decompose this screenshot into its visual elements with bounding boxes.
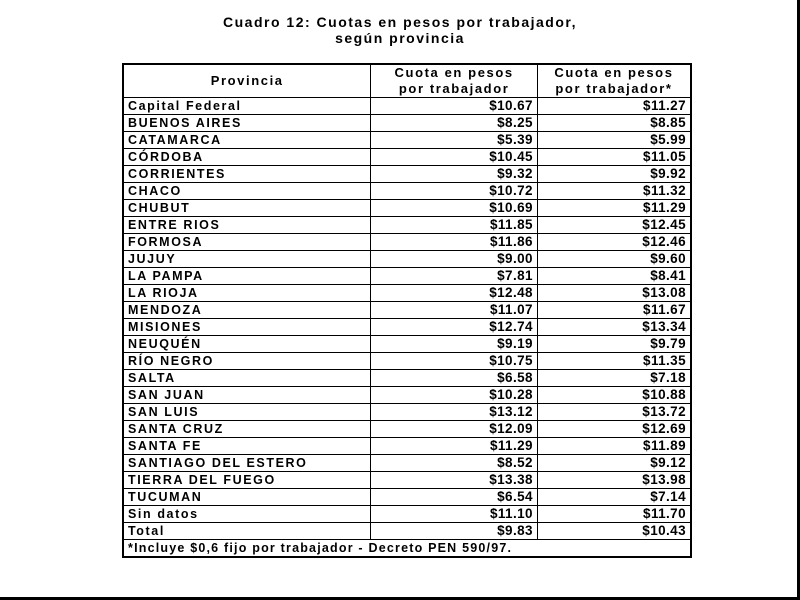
cell-cuota-fijo: $11.27 (537, 98, 691, 115)
table-row (123, 336, 691, 353)
cell-cuota-fijo: $11.32 (537, 183, 691, 200)
table-row (123, 183, 691, 200)
quota-table (122, 63, 692, 558)
cell-cuota-fijo: $12.45 (537, 217, 691, 234)
table-title-line-2: según provincia (335, 30, 465, 46)
cell-cuota-fijo: $7.14 (537, 489, 691, 506)
cell-cuota: $12.74 (371, 319, 538, 336)
cell-cuota: $12.48 (371, 285, 538, 302)
cell-cuota-fijo: $5.99 (537, 132, 691, 149)
cell-provincia: Capital Federal (123, 98, 371, 115)
cell-cuota: $10.72 (371, 183, 538, 200)
cell-cuota: $10.69 (371, 200, 538, 217)
cell-provincia: CÓRDOBA (123, 149, 371, 166)
cell-cuota: $12.09 (371, 421, 538, 438)
header-provincia: Provincia (123, 64, 371, 98)
cell-cuota-fijo: $10.88 (537, 387, 691, 404)
cell-cuota: $10.28 (371, 387, 538, 404)
cell-cuota: $8.52 (371, 455, 538, 472)
table-row (123, 523, 691, 540)
table-row (123, 234, 691, 251)
cell-cuota-fijo: $13.98 (537, 472, 691, 489)
cell-provincia: TIERRA DEL FUEGO (123, 472, 371, 489)
cell-cuota: $10.75 (371, 353, 538, 370)
cell-provincia: Total (123, 523, 371, 540)
cell-provincia: SANTA CRUZ (123, 421, 371, 438)
cell-cuota: $13.12 (371, 404, 538, 421)
table-row (123, 370, 691, 387)
cell-cuota: $11.86 (371, 234, 538, 251)
cell-cuota: $6.58 (371, 370, 538, 387)
table-row (123, 319, 691, 336)
cell-cuota-fijo: $11.05 (537, 149, 691, 166)
cell-cuota: $13.38 (371, 472, 538, 489)
cell-cuota: $9.19 (371, 336, 538, 353)
cell-cuota: $6.54 (371, 489, 538, 506)
table-row (123, 302, 691, 319)
cell-provincia: SAN JUAN (123, 387, 371, 404)
cell-cuota-fijo: $13.34 (537, 319, 691, 336)
cell-cuota-fijo: $9.60 (537, 251, 691, 268)
cell-provincia: CORRIENTES (123, 166, 371, 183)
cell-provincia: FORMOSA (123, 234, 371, 251)
cell-cuota-fijo: $7.18 (537, 370, 691, 387)
cell-provincia: BUENOS AIRES (123, 115, 371, 132)
cell-cuota-fijo: $9.12 (537, 455, 691, 472)
footnote-row (123, 540, 691, 558)
cell-provincia: JUJUY (123, 251, 371, 268)
cell-cuota-fijo: $11.35 (537, 353, 691, 370)
table-row (123, 472, 691, 489)
header-cuota-line-2: por trabajador (398, 81, 510, 96)
table-row (123, 489, 691, 506)
header-row (123, 64, 691, 98)
table-row (123, 251, 691, 268)
table-row (123, 353, 691, 370)
cell-provincia: TUCUMAN (123, 489, 371, 506)
cell-cuota: $11.29 (371, 438, 538, 455)
cell-cuota: $11.10 (371, 506, 538, 523)
cell-provincia: ENTRE RIOS (123, 217, 371, 234)
cell-provincia: SANTIAGO DEL ESTERO (123, 455, 371, 472)
cell-cuota-fijo: $11.67 (537, 302, 691, 319)
cell-cuota: $9.00 (371, 251, 538, 268)
table-row (123, 506, 691, 523)
table-row (123, 166, 691, 183)
table-row (123, 98, 691, 115)
cell-cuota-fijo: $8.85 (537, 115, 691, 132)
cell-provincia: SAN LUIS (123, 404, 371, 421)
cell-cuota: $11.07 (371, 302, 538, 319)
cell-cuota-fijo: $12.46 (537, 234, 691, 251)
cell-cuota-fijo: $9.79 (537, 336, 691, 353)
cell-cuota: $9.83 (371, 523, 538, 540)
cell-provincia: Sin datos (123, 506, 371, 523)
header-cuota-fijo-line-1: Cuota en pesos (554, 65, 674, 80)
table-row (123, 455, 691, 472)
header-cuota-fijo-line-2: por trabajador* (555, 81, 673, 96)
cell-cuota-fijo: $13.72 (537, 404, 691, 421)
table-row (123, 268, 691, 285)
cell-provincia: MISIONES (123, 319, 371, 336)
cell-cuota: $10.45 (371, 149, 538, 166)
cell-cuota-fijo: $10.43 (537, 523, 691, 540)
table-row (123, 387, 691, 404)
cell-cuota: $8.25 (371, 115, 538, 132)
cell-provincia: LA PAMPA (123, 268, 371, 285)
cell-cuota: $7.81 (371, 268, 538, 285)
table-row (123, 132, 691, 149)
table-row (123, 404, 691, 421)
header-cuota-fijo (537, 64, 691, 98)
cell-cuota-fijo: $11.70 (537, 506, 691, 523)
cell-cuota-fijo: $13.08 (537, 285, 691, 302)
cell-provincia: LA RIOJA (123, 285, 371, 302)
cell-cuota-fijo: $11.89 (537, 438, 691, 455)
cell-provincia: RÍO NEGRO (123, 353, 371, 370)
footnote: *Incluye $0,6 fijo por trabajador - Decreto PEN 590/97. (123, 540, 691, 558)
table-title-line-1: Cuadro 12: Cuotas en pesos por trabajador, (223, 14, 577, 30)
cell-provincia: NEUQUÉN (123, 336, 371, 353)
table-row (123, 149, 691, 166)
cell-provincia: CATAMARCA (123, 132, 371, 149)
table-body (123, 98, 691, 540)
cell-provincia: CHUBUT (123, 200, 371, 217)
cell-provincia: SALTA (123, 370, 371, 387)
cell-provincia: SANTA FE (123, 438, 371, 455)
table-row (123, 217, 691, 234)
table-row (123, 421, 691, 438)
cell-cuota: $5.39 (371, 132, 538, 149)
cell-cuota-fijo: $8.41 (537, 268, 691, 285)
cell-provincia: CHACO (123, 183, 371, 200)
cell-cuota: $9.32 (371, 166, 538, 183)
header-cuota (371, 64, 538, 98)
cell-cuota: $10.67 (371, 98, 538, 115)
cell-cuota-fijo: $11.29 (537, 200, 691, 217)
cell-cuota-fijo: $9.92 (537, 166, 691, 183)
cell-cuota: $11.85 (371, 217, 538, 234)
cell-provincia: MENDOZA (123, 302, 371, 319)
table-row (123, 115, 691, 132)
table-row (123, 285, 691, 302)
table-row (123, 200, 691, 217)
table-row (123, 438, 691, 455)
header-cuota-line-1: Cuota en pesos (394, 65, 514, 80)
cell-cuota-fijo: $12.69 (537, 421, 691, 438)
